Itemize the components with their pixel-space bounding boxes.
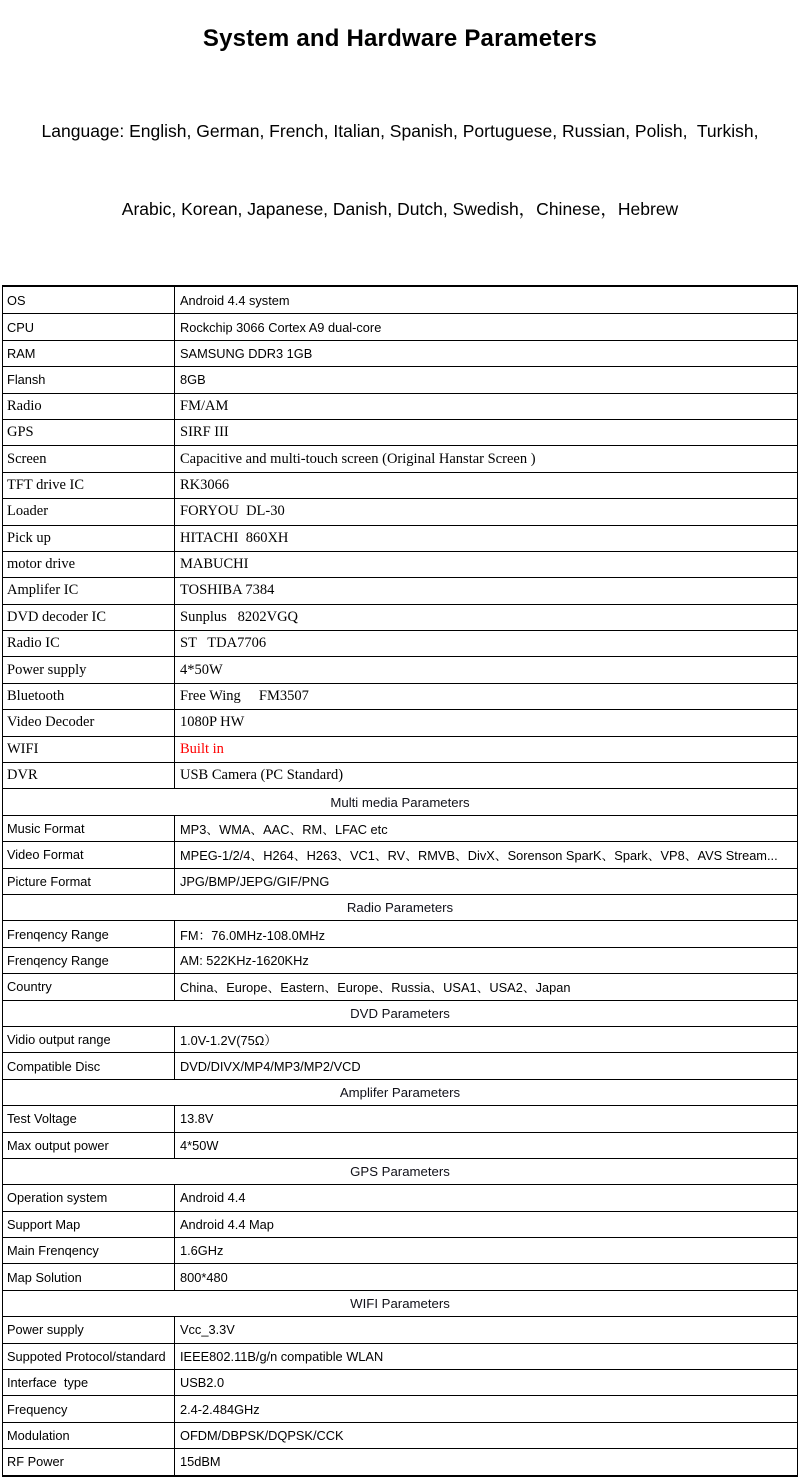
table-row — [3, 472, 797, 498]
table-row — [3, 525, 797, 551]
spec-table — [2, 285, 798, 1477]
spec-value: Free Wing FM3507 — [180, 688, 309, 705]
spec-label: Max output power — [3, 1133, 175, 1158]
table-row — [3, 973, 797, 999]
spec-label: Support Map — [3, 1212, 175, 1237]
spec-label: Pick up — [3, 526, 175, 551]
spec-value: MABUCHI — [180, 556, 249, 573]
spec-label: Video Format — [3, 842, 175, 867]
spec-value: 15dBM — [180, 1454, 221, 1470]
spec-value: Android 4.4 — [180, 1190, 246, 1206]
spec-value: Sunplus 8202VGQ — [180, 608, 299, 625]
spec-value: FORYOU DL-30 — [180, 503, 285, 520]
spec-label: Country — [3, 974, 175, 999]
language-line-2: Arabic, Korean, Japanese, Danish, Dutch, Swedish，Chinese，Hebrew — [121, 199, 679, 219]
spec-value: FM：76.0MHz-108.0MHz — [180, 927, 326, 943]
table-row — [3, 841, 797, 867]
spec-label: OS — [3, 287, 175, 313]
spec-value: OFDM/DBPSK/DQPSK/CCK — [180, 1427, 344, 1443]
spec-label: Video Decoder — [3, 710, 175, 735]
spec-label: Flansh — [3, 367, 175, 392]
spec-value: China、Europe、Eastern、Europe、Russia、USA1、USA2、Japan — [180, 980, 571, 996]
spec-label: Music Format — [3, 816, 175, 841]
table-row — [3, 1184, 797, 1210]
table-row — [3, 1211, 797, 1237]
spec-value: MPEG-1/2/4、H264、H263、VC1、RV、RMVB、DivX、Sorenson SparK、Spark、VP8、AVS Stream... — [180, 848, 778, 864]
spec-label: Bluetooth — [3, 684, 175, 709]
spec-value: 4*50W — [180, 661, 223, 678]
spec-label: Interface type — [3, 1370, 175, 1395]
spec-label: Amplifer IC — [3, 578, 175, 603]
spec-value: 1.0V-1.2V(75Ω） — [180, 1033, 278, 1049]
table-row — [3, 1369, 797, 1395]
spec-label: Radio IC — [3, 631, 175, 656]
spec-label: CPU — [3, 314, 175, 339]
section-title: Multi media Parameters — [330, 794, 470, 810]
spec-label: motor drive — [3, 552, 175, 577]
table-row — [3, 1105, 797, 1131]
section-title: DVD Parameters — [350, 1005, 450, 1021]
spec-value: Android 4.4 Map — [180, 1216, 274, 1232]
spec-label: DVD decoder IC — [3, 605, 175, 630]
spec-label: Power supply — [3, 657, 175, 682]
spec-value: 8GB — [180, 372, 206, 388]
spec-value: HITACHI 860XH — [180, 529, 289, 546]
section-header-row — [3, 894, 797, 920]
section-title: Radio Parameters — [346, 900, 454, 916]
section-header-row — [3, 788, 797, 814]
spec-label: Suppoted Protocol/standard — [3, 1344, 175, 1369]
spec-value: RK3066 — [180, 476, 230, 493]
section-header-row — [3, 1290, 797, 1316]
spec-value: 800*480 — [180, 1269, 228, 1285]
table-row — [3, 604, 797, 630]
spec-value: IEEE802.11B/g/n compatible WLAN — [180, 1348, 384, 1364]
spec-label: Main Frenqency — [3, 1238, 175, 1263]
table-row — [3, 1263, 797, 1289]
spec-label: GPS — [3, 420, 175, 445]
table-row — [3, 419, 797, 445]
table-row — [3, 1026, 797, 1052]
spec-label: Frequency — [3, 1396, 175, 1421]
spec-label: Screen — [3, 446, 175, 471]
spec-value: FM/AM — [180, 397, 229, 414]
spec-value: Rockchip 3066 Cortex A9 dual-core — [180, 319, 382, 335]
table-row — [3, 762, 797, 788]
table-row — [3, 1316, 797, 1342]
spec-value: AM: 522KHz-1620KHz — [180, 952, 309, 968]
spec-value: ST TDA7706 — [180, 635, 267, 652]
spec-value: 4*50W — [180, 1137, 219, 1153]
section-title: Amplifer Parameters — [339, 1084, 461, 1100]
spec-label: Power supply — [3, 1317, 175, 1342]
table-row — [3, 1422, 797, 1448]
table-row — [3, 366, 797, 392]
table-row — [3, 1132, 797, 1158]
spec-label: Modulation — [3, 1423, 175, 1448]
spec-label: Test Voltage — [3, 1106, 175, 1131]
section-header-row — [3, 1079, 797, 1105]
spec-label: Frenqency Range — [3, 921, 175, 946]
table-row — [3, 868, 797, 894]
table-row — [3, 683, 797, 709]
section-header-row — [3, 1158, 797, 1184]
language-line-1: Language: English, German, French, Italian, Spanish, Portuguese, Russian, Polish, Turkish, — [41, 121, 759, 141]
table-row — [3, 340, 797, 366]
table-row — [3, 1237, 797, 1263]
table-row — [3, 287, 797, 313]
table-row — [3, 709, 797, 735]
spec-value: Built in — [180, 740, 224, 757]
spec-label: Radio — [3, 394, 175, 419]
table-row — [3, 498, 797, 524]
spec-label: RAM — [3, 341, 175, 366]
language-list — [0, 66, 800, 274]
spec-value: 13.8V — [180, 1111, 214, 1127]
spec-label: DVR — [3, 763, 175, 788]
table-row — [3, 1395, 797, 1421]
spec-label: Frenqency Range — [3, 948, 175, 973]
page-title: System and Hardware Parameters — [202, 25, 598, 52]
table-row — [3, 736, 797, 762]
section-title: WIFI Parameters — [350, 1296, 450, 1312]
spec-value: SAMSUNG DDR3 1GB — [180, 345, 313, 361]
section-title: GPS Parameters — [350, 1164, 450, 1180]
spec-value: JPG/BMP/JEPG/GIF/PNG — [180, 873, 330, 889]
spec-value: Capacitive and multi-touch screen (Original Hanstar Screen ) — [180, 450, 536, 467]
spec-label: TFT drive IC — [3, 473, 175, 498]
spec-label: Vidio output range — [3, 1027, 175, 1052]
spec-value: 2.4-2.484GHz — [180, 1401, 260, 1417]
table-row — [3, 577, 797, 603]
spec-label: Loader — [3, 499, 175, 524]
table-row — [3, 551, 797, 577]
spec-value: MP3、WMA、AAC、RM、LFAC etc — [180, 822, 388, 837]
table-row — [3, 1343, 797, 1369]
table-row — [3, 920, 797, 946]
section-header-row — [3, 1000, 797, 1026]
spec-value: USB Camera (PC Standard) — [180, 767, 344, 784]
table-row — [3, 393, 797, 419]
table-row — [3, 1448, 797, 1474]
table-row — [3, 815, 797, 841]
spec-value: Android 4.4 system — [180, 292, 290, 308]
spec-value: 1.6GHz — [180, 1243, 224, 1259]
spec-label: Picture Format — [3, 869, 175, 894]
spec-value: USB2.0 — [180, 1375, 225, 1391]
table-row — [3, 313, 797, 339]
table-row — [3, 947, 797, 973]
spec-label: Operation system — [3, 1185, 175, 1210]
spec-value: TOSHIBA 7384 — [180, 582, 275, 599]
spec-value: Vcc_3.3V — [180, 1322, 235, 1338]
spec-label: Compatible Disc — [3, 1053, 175, 1078]
spec-label: Map Solution — [3, 1264, 175, 1289]
table-row — [3, 445, 797, 471]
table-row — [3, 630, 797, 656]
table-row — [3, 1052, 797, 1078]
spec-label: WIFI — [3, 737, 175, 762]
spec-value: SIRF III — [180, 424, 229, 441]
table-row — [3, 656, 797, 682]
spec-label: RF Power — [3, 1449, 175, 1474]
spec-value: DVD/DIVX/MP4/MP3/MP2/VCD — [180, 1058, 361, 1074]
spec-value: 1080P HW — [180, 714, 245, 731]
